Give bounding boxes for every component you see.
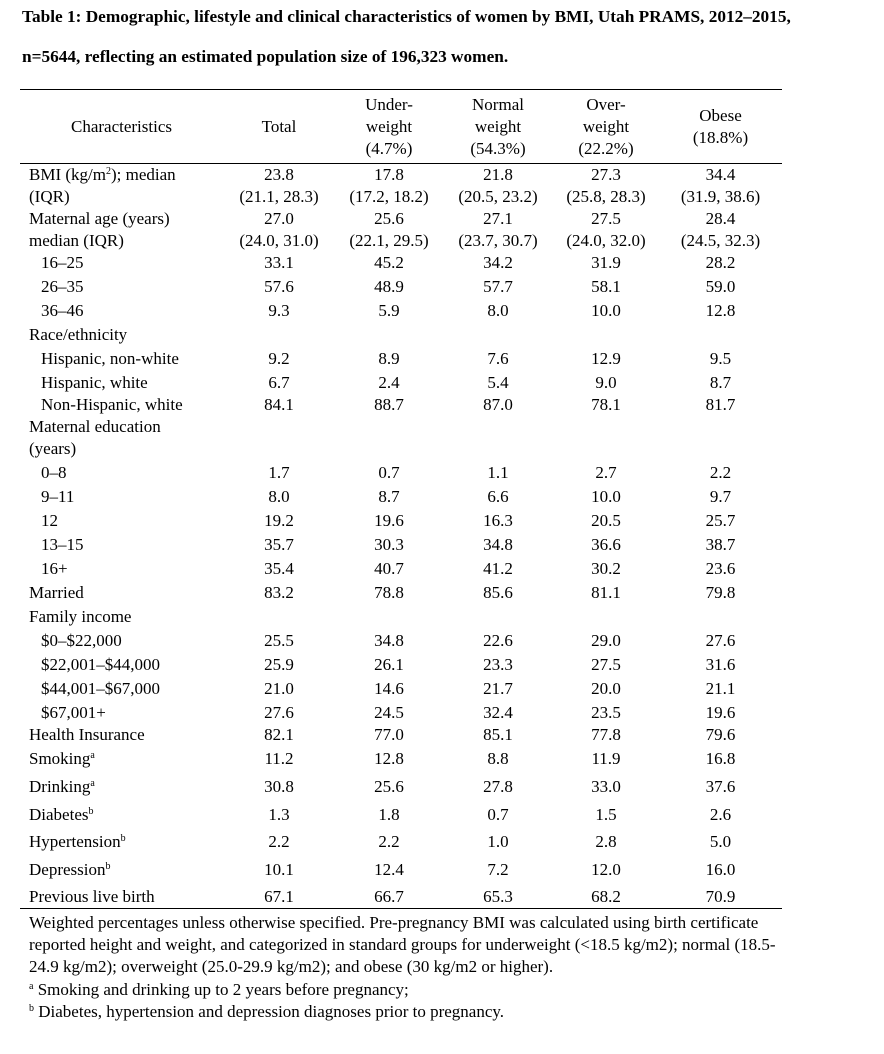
value-cell: 33.1: [264, 253, 294, 272]
value-cell: 2.2: [268, 832, 290, 851]
value-cell: 8.7: [709, 373, 732, 392]
value-cell: 21.7: [483, 679, 513, 698]
value-cell: 88.7: [374, 395, 404, 414]
value-cell: 40.7: [374, 559, 404, 578]
value-cell: 84.1: [264, 395, 294, 414]
value-cell: 2.2: [378, 832, 400, 851]
value-cell: [335, 416, 443, 462]
table-row: [20, 776, 782, 804]
table-row: [20, 606, 782, 630]
value-cell: 32.4: [483, 703, 513, 722]
row-label: 36–46: [41, 301, 84, 320]
value-cell: 83.2: [264, 583, 294, 602]
row-label: 16+: [41, 559, 68, 578]
value-cell: 1.3: [268, 805, 290, 824]
table-row: [20, 748, 782, 776]
table-row: [20, 348, 782, 372]
value-cell: 23.3: [483, 655, 513, 674]
row-label: Smoking$^a$: [29, 749, 95, 768]
value-cell: 21.0: [264, 679, 294, 698]
table-row: [20, 654, 782, 678]
value-cell: 30.3: [374, 535, 404, 554]
value-cell: [659, 416, 782, 462]
table-row: [20, 276, 782, 300]
value-cell: 41.2: [483, 559, 513, 578]
value-cell: 70.9: [659, 886, 782, 909]
value-cell: 16.3: [483, 511, 513, 530]
value-cell: 34.2: [483, 253, 513, 272]
column-header: Total: [223, 90, 335, 164]
value-cell: 38.7: [705, 535, 736, 554]
value-cell: 20.5: [591, 511, 621, 530]
value-cell: 17.8 (17.2, 18.2): [349, 165, 429, 206]
value-cell: 10.1: [264, 860, 294, 879]
value-cell: 8.8: [487, 749, 509, 768]
value-cell: [335, 606, 443, 630]
value-cell: 27.3 (25.8, 28.3): [566, 165, 646, 206]
table-row: [20, 831, 782, 859]
row-label: Drinking$^a$: [29, 777, 95, 796]
value-cell: 45.2: [374, 253, 404, 272]
table-row: [20, 630, 782, 654]
column-header: Normal weight (54.3%): [443, 90, 553, 164]
value-cell: 28.4 (24.5, 32.3): [680, 209, 761, 250]
value-cell: 34.4 (31.9, 38.6): [680, 165, 761, 206]
table-row: [20, 702, 782, 724]
row-label: Health Insurance: [29, 725, 145, 744]
value-cell: 11.2: [264, 749, 294, 768]
value-cell: 79.8: [705, 583, 736, 602]
value-cell: 27.8: [483, 777, 513, 796]
value-cell: 25.7: [705, 511, 736, 530]
table-footnotes: [29, 912, 779, 1023]
table-row: [20, 252, 782, 276]
table-row: [20, 486, 782, 510]
value-cell: 82.1: [264, 725, 294, 744]
value-cell: 8.0: [487, 301, 509, 320]
value-cell: 87.0: [483, 395, 513, 414]
value-cell: 1.5: [595, 805, 617, 824]
table-title-line-2: n=5644, reflecting an estimated population size of 196,323 women.: [22, 47, 509, 66]
value-cell: 78.8: [374, 583, 404, 602]
value-cell: 66.7: [335, 886, 443, 909]
row-label: $22,001–$44,000: [41, 655, 160, 674]
value-cell: 16.0: [705, 860, 736, 879]
value-cell: 22.6: [483, 631, 513, 650]
value-cell: [223, 416, 335, 462]
value-cell: 27.0 (24.0, 31.0): [239, 209, 319, 250]
row-label: Hispanic, non-white: [41, 349, 179, 368]
value-cell: 35.7: [264, 535, 294, 554]
value-cell: 6.6: [487, 487, 509, 506]
row-label: 13–15: [41, 535, 84, 554]
table-row: [20, 462, 782, 486]
value-cell: 77.0: [374, 725, 404, 744]
value-cell: 68.2: [553, 886, 659, 909]
value-cell: [659, 324, 782, 348]
value-cell: 11.9: [591, 749, 621, 768]
row-label: Depression$^b$: [29, 860, 111, 879]
value-cell: 9.7: [709, 487, 732, 506]
value-cell: 35.4: [264, 559, 294, 578]
row-label: BMI $(kg/m^2)$; median (IQR): [29, 165, 176, 206]
value-cell: 57.7: [483, 277, 513, 296]
value-cell: 27.5 (24.0, 32.0): [566, 209, 646, 250]
row-label: $67,001+: [41, 703, 106, 722]
value-cell: 23.5: [591, 703, 621, 722]
value-cell: 5.9: [378, 301, 400, 320]
table-row: [20, 678, 782, 702]
value-cell: 20.0: [591, 679, 621, 698]
value-cell: 19.2: [264, 511, 294, 530]
value-cell: 26.1: [374, 655, 404, 674]
value-cell: 14.6: [374, 679, 404, 698]
row-label: 12: [41, 511, 58, 530]
value-cell: 79.6: [705, 725, 736, 744]
value-cell: [335, 324, 443, 348]
value-cell: 2.6: [709, 805, 732, 824]
row-label: $44,001–$67,000: [41, 679, 160, 698]
table-row: [20, 394, 782, 416]
value-cell: 59.0: [705, 277, 736, 296]
row-label: Married: [29, 583, 84, 602]
value-cell: [223, 606, 335, 630]
value-cell: 37.6: [705, 777, 736, 796]
value-cell: 2.8: [595, 832, 617, 851]
value-cell: 34.8: [374, 631, 404, 650]
value-cell: 1.1: [487, 463, 509, 482]
table-row: [20, 416, 782, 462]
table-row: [20, 886, 782, 909]
value-cell: 23.6: [705, 559, 736, 578]
value-cell: 27.5: [591, 655, 621, 674]
value-cell: [443, 606, 553, 630]
weighted-note: Weighted percentages unless otherwise specified. Pre-pregnancy BMI was calculated using birth certificate reported height and weight, and categorized in standard groups for underweight (<18.5 kg/m2); normal (18.5-24.9 kg/m2); overweight (25.0-29.9 kg/m2); and obese (30 kg/m2 or higher).: [29, 913, 776, 977]
value-cell: 8.7: [378, 487, 400, 506]
value-cell: 67.1: [223, 886, 335, 909]
value-cell: [443, 416, 553, 462]
table-row: [20, 164, 782, 209]
value-cell: 1.8: [378, 805, 400, 824]
value-cell: 19.6: [374, 511, 404, 530]
value-cell: 25.6 (22.1, 29.5): [349, 209, 429, 250]
value-cell: 7.2: [487, 860, 509, 879]
value-cell: 2.4: [378, 373, 400, 392]
value-cell: 5.4: [487, 373, 509, 392]
column-header: Under- weight (4.7%): [335, 90, 443, 164]
table-row: [20, 558, 782, 582]
value-cell: 12.9: [591, 349, 621, 368]
value-cell: 31.6: [705, 655, 736, 674]
value-cell: 85.1: [483, 725, 513, 744]
row-label: Previous live birth: [20, 886, 223, 909]
value-cell: 0.7: [487, 805, 509, 824]
value-cell: 10.0: [591, 487, 621, 506]
value-cell: 0.7: [378, 463, 400, 482]
row-label: Diabetes$^b$: [29, 805, 94, 824]
table-row: [20, 324, 782, 348]
value-cell: 27.6: [705, 631, 736, 650]
value-cell: 28.2: [705, 253, 736, 272]
table-row: [20, 859, 782, 886]
table-row: [20, 534, 782, 558]
value-cell: 48.9: [374, 277, 404, 296]
value-cell: 1.0: [487, 832, 509, 851]
value-cell: 12.8: [705, 301, 736, 320]
table-row: [20, 582, 782, 606]
value-cell: 8.9: [378, 349, 400, 368]
value-cell: 29.0: [591, 631, 621, 650]
value-cell: 23.8 (21.1, 28.3): [239, 165, 319, 206]
table-body: [20, 164, 782, 909]
value-cell: 24.5: [374, 703, 404, 722]
column-header: Over- weight (22.2%): [553, 90, 659, 164]
value-cell: [553, 324, 659, 348]
table-row: [20, 510, 782, 534]
value-cell: 65.3: [443, 886, 553, 909]
value-cell: 30.8: [264, 777, 294, 796]
value-cell: 9.0: [595, 373, 617, 392]
value-cell: 78.1: [591, 395, 621, 414]
value-cell: [223, 324, 335, 348]
row-label: Hypertension$^b$: [29, 832, 126, 851]
value-cell: 16.8: [705, 749, 736, 768]
value-cell: 9.2: [268, 349, 290, 368]
column-header: Obese (18.8%): [659, 90, 782, 164]
value-cell: 25.5: [264, 631, 294, 650]
value-cell: 81.7: [705, 395, 736, 414]
value-cell: 25.9: [264, 655, 294, 674]
table-row: [20, 372, 782, 394]
value-cell: 12.0: [591, 860, 621, 879]
value-cell: 85.6: [483, 583, 513, 602]
value-cell: [443, 324, 553, 348]
row-label: 0–8: [41, 463, 67, 482]
value-cell: 81.1: [591, 583, 621, 602]
value-cell: [553, 416, 659, 462]
footnote-a: $^a$ Smoking and drinking up to 2 years before pregnancy;: [29, 979, 409, 999]
value-cell: [553, 606, 659, 630]
value-cell: 2.7: [595, 463, 617, 482]
table-row: [20, 208, 782, 252]
value-cell: 9.5: [709, 349, 732, 368]
value-cell: 9.3: [268, 301, 290, 320]
table-row: [20, 724, 782, 748]
table-row: [20, 300, 782, 324]
row-label: 16–25: [41, 253, 84, 272]
table-row: [20, 804, 782, 831]
value-cell: 10.0: [591, 301, 621, 320]
row-label: 9–11: [41, 487, 75, 506]
value-cell: 21.8 (20.5, 23.2): [458, 165, 538, 206]
row-label: Maternal age (years) median (IQR): [29, 209, 170, 250]
value-cell: 33.0: [591, 777, 621, 796]
table-title-line-1: Table 1: Demographic, lifestyle and clinical characteristics of women by BMI, Utah PRAMS, 2012–2015,: [22, 7, 791, 26]
value-cell: 12.8: [374, 749, 404, 768]
value-cell: 2.2: [709, 463, 732, 482]
value-cell: 12.4: [374, 860, 404, 879]
value-cell: 31.9: [591, 253, 621, 272]
row-label: Race/ethnicity: [29, 325, 128, 344]
characteristics-table: [20, 89, 782, 909]
value-cell: 25.6: [374, 777, 404, 796]
value-cell: [659, 606, 782, 630]
value-cell: 57.6: [264, 277, 294, 296]
value-cell: 21.1: [705, 679, 736, 698]
value-cell: 77.8: [591, 725, 621, 744]
row-label: Family income: [29, 607, 132, 626]
row-label: $0–$22,000: [41, 631, 122, 650]
value-cell: 19.6: [705, 703, 736, 722]
value-cell: 27.1 (23.7, 30.7): [458, 209, 538, 250]
value-cell: 5.0: [709, 832, 732, 851]
value-cell: 30.2: [591, 559, 621, 578]
value-cell: 7.6: [487, 349, 509, 368]
row-label: Non-Hispanic, white: [41, 395, 183, 414]
value-cell: 6.7: [268, 373, 290, 392]
value-cell: 34.8: [483, 535, 513, 554]
value-cell: 58.1: [591, 277, 621, 296]
value-cell: 1.7: [268, 463, 290, 482]
column-header: Characteristics: [20, 90, 223, 164]
row-label: Hispanic, white: [41, 373, 148, 392]
value-cell: 36.6: [591, 535, 621, 554]
row-label: 26–35: [41, 277, 84, 296]
header-row: [20, 90, 782, 164]
row-label: Maternal education (years): [29, 417, 161, 458]
value-cell: 8.0: [268, 487, 290, 506]
value-cell: 27.6: [264, 703, 294, 722]
footnote-b: $^b$ Diabetes, hypertension and depression diagnoses prior to pregnancy.: [29, 1001, 505, 1021]
